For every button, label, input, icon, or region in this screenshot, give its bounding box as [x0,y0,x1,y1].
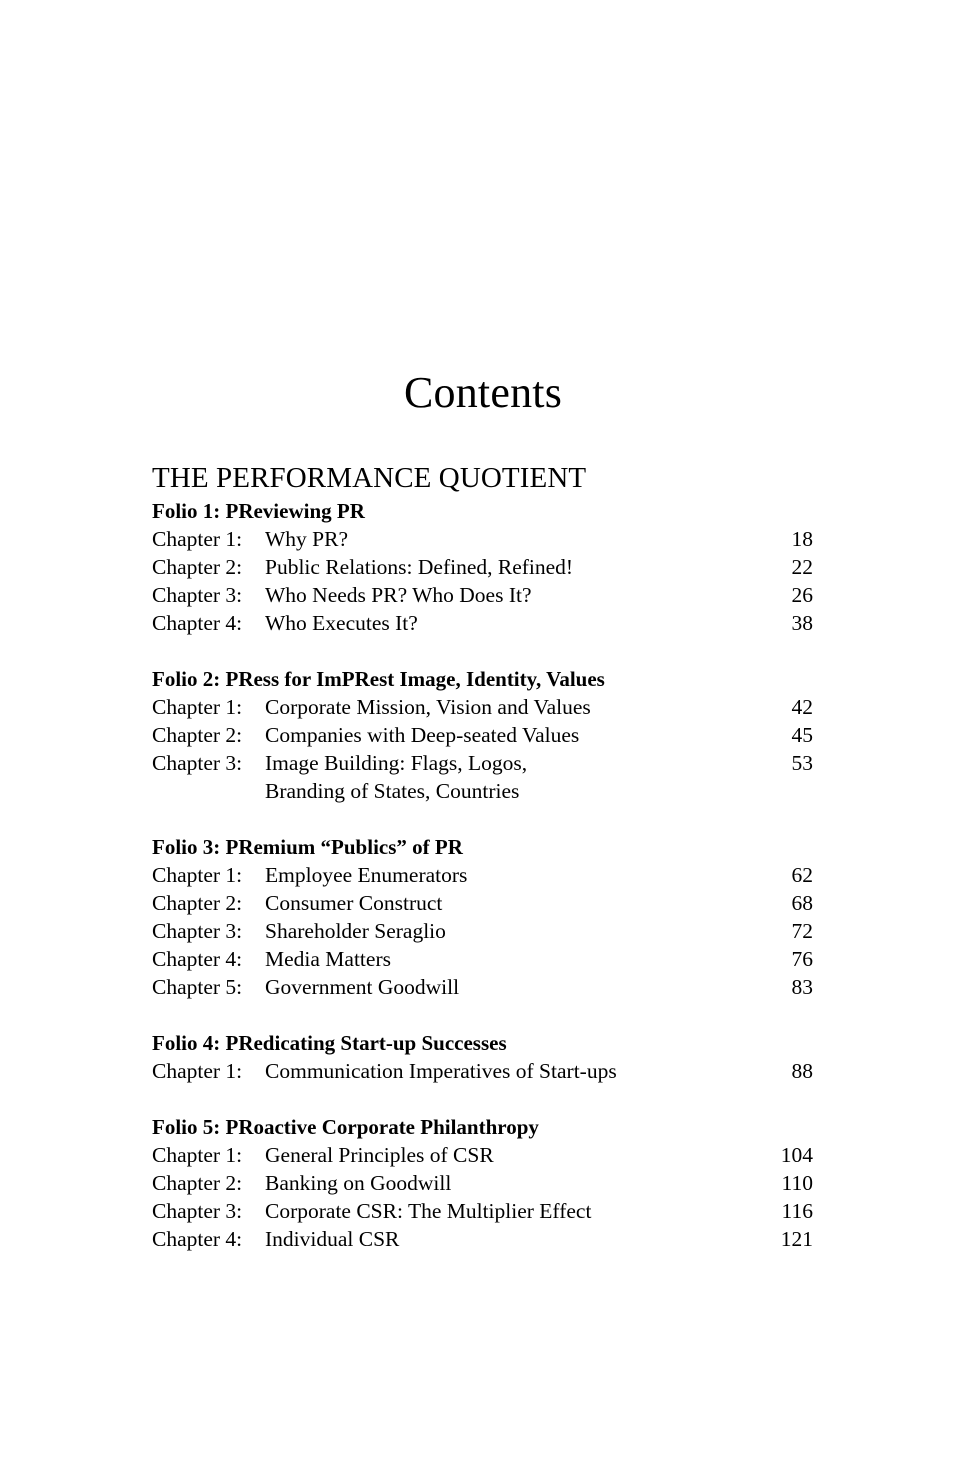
chapter-label: Chapter 3: [152,1199,243,1223]
chapter-page-number: 42 [791,695,813,719]
chapter-label: Chapter 1: [152,695,243,719]
chapter-entry[interactable] [152,553,813,581]
chapter-entry[interactable] [152,945,813,973]
chapter-label: Chapter 4: [152,1227,243,1251]
chapter-page-number: 83 [791,975,813,999]
chapter-entry[interactable] [152,609,813,637]
chapter-page-number: 45 [791,723,813,747]
chapter-label: Chapter 2: [152,555,243,579]
chapter-page-number: 121 [780,1227,813,1251]
chapter-title: Shareholder Seraglio [265,919,446,943]
chapter-entry[interactable] [152,861,813,889]
chapter-continuation-indent [152,777,265,805]
part-title: THE PERFORMANCE QUOTIENT [152,462,587,494]
chapter-page-number: 88 [791,1059,813,1083]
chapter-title: Who Needs PR? Who Does It? [265,583,532,607]
chapter-page-number: 26 [791,583,813,607]
page-title: Contents [403,368,563,418]
chapter-page-number: 68 [791,891,813,915]
chapter-title-continuation [152,777,813,805]
chapter-entry[interactable] [152,721,813,749]
chapter-title: Individual CSR [265,1227,400,1251]
chapter-entry[interactable] [152,973,813,1001]
folio-section [152,497,813,637]
chapter-title: Corporate CSR: The Multiplier Effect [265,1199,592,1223]
chapter-title: Corporate Mission, Vision and Values [265,695,591,719]
chapter-title: Companies with Deep-seated Values [265,723,580,747]
chapter-page-number: 76 [791,947,813,971]
chapter-page-number: 116 [781,1199,813,1223]
chapter-entry[interactable] [152,581,813,609]
chapter-label: Chapter 1: [152,1143,243,1167]
chapter-entry[interactable] [152,917,813,945]
chapter-title: Image Building: Flags, Logos, [265,751,528,775]
chapter-entry[interactable] [152,1141,813,1169]
chapter-page-number: 38 [791,611,813,635]
chapter-label: Chapter 3: [152,583,243,607]
folio-section [152,665,813,805]
chapter-entry[interactable] [152,749,813,777]
chapter-label: Chapter 1: [152,1059,243,1083]
chapter-title: Consumer Construct [265,891,443,915]
chapter-page-number: 62 [791,863,813,887]
chapter-title: Government Goodwill [265,975,460,999]
chapter-page-number: 110 [781,1171,813,1195]
chapter-entry[interactable] [152,693,813,721]
chapter-label: Chapter 2: [152,723,243,747]
chapter-entry[interactable] [152,1057,813,1085]
chapter-title: Communication Imperatives of Start-ups [265,1059,617,1083]
chapter-label: Chapter 2: [152,1171,243,1195]
chapter-title: Media Matters [265,947,391,971]
folio-section [152,1113,813,1253]
chapter-continuation-text: Branding of States, Countries [265,779,520,803]
chapter-title: Why PR? [265,527,349,551]
chapter-entry[interactable] [152,1169,813,1197]
chapter-label: Chapter 1: [152,527,243,551]
folio-heading: Folio 5: PRoactive Corporate Philanthropy [152,1115,539,1139]
chapter-entry[interactable] [152,1197,813,1225]
table-of-contents [152,462,813,1253]
chapter-page-number: 22 [791,555,813,579]
chapter-entry[interactable] [152,1225,813,1253]
chapter-page-number: 72 [791,919,813,943]
folio-heading: Folio 2: PRess for ImPRest Image, Identity, Values [152,667,605,691]
folio-section [152,1029,813,1085]
chapter-page-number: 53 [791,751,813,775]
folio-heading: Folio 4: PRedicating Start-up Successes [152,1031,507,1055]
folio-heading: Folio 1: PReviewing PR [152,499,365,523]
chapter-title: Public Relations: Defined, Refined! [265,555,574,579]
chapter-title: Banking on Goodwill [265,1171,452,1195]
chapter-title: Who Executes It? [265,611,418,635]
chapter-label: Chapter 3: [152,751,243,775]
chapter-title: General Principles of CSR [265,1143,494,1167]
chapter-page-number: 18 [791,527,813,551]
chapter-label: Chapter 1: [152,863,243,887]
folio-list [152,497,813,1253]
folio-heading: Folio 3: PRemium “Publics” of PR [152,835,463,859]
chapter-page-number: 104 [780,1143,813,1167]
folio-section [152,833,813,1001]
chapter-label: Chapter 2: [152,891,243,915]
chapter-label: Chapter 4: [152,947,243,971]
chapter-label: Chapter 4: [152,611,243,635]
chapter-label: Chapter 5: [152,975,243,999]
chapter-entry[interactable] [152,889,813,917]
chapter-label: Chapter 3: [152,919,243,943]
chapter-title: Employee Enumerators [265,863,468,887]
chapter-entry[interactable] [152,525,813,553]
